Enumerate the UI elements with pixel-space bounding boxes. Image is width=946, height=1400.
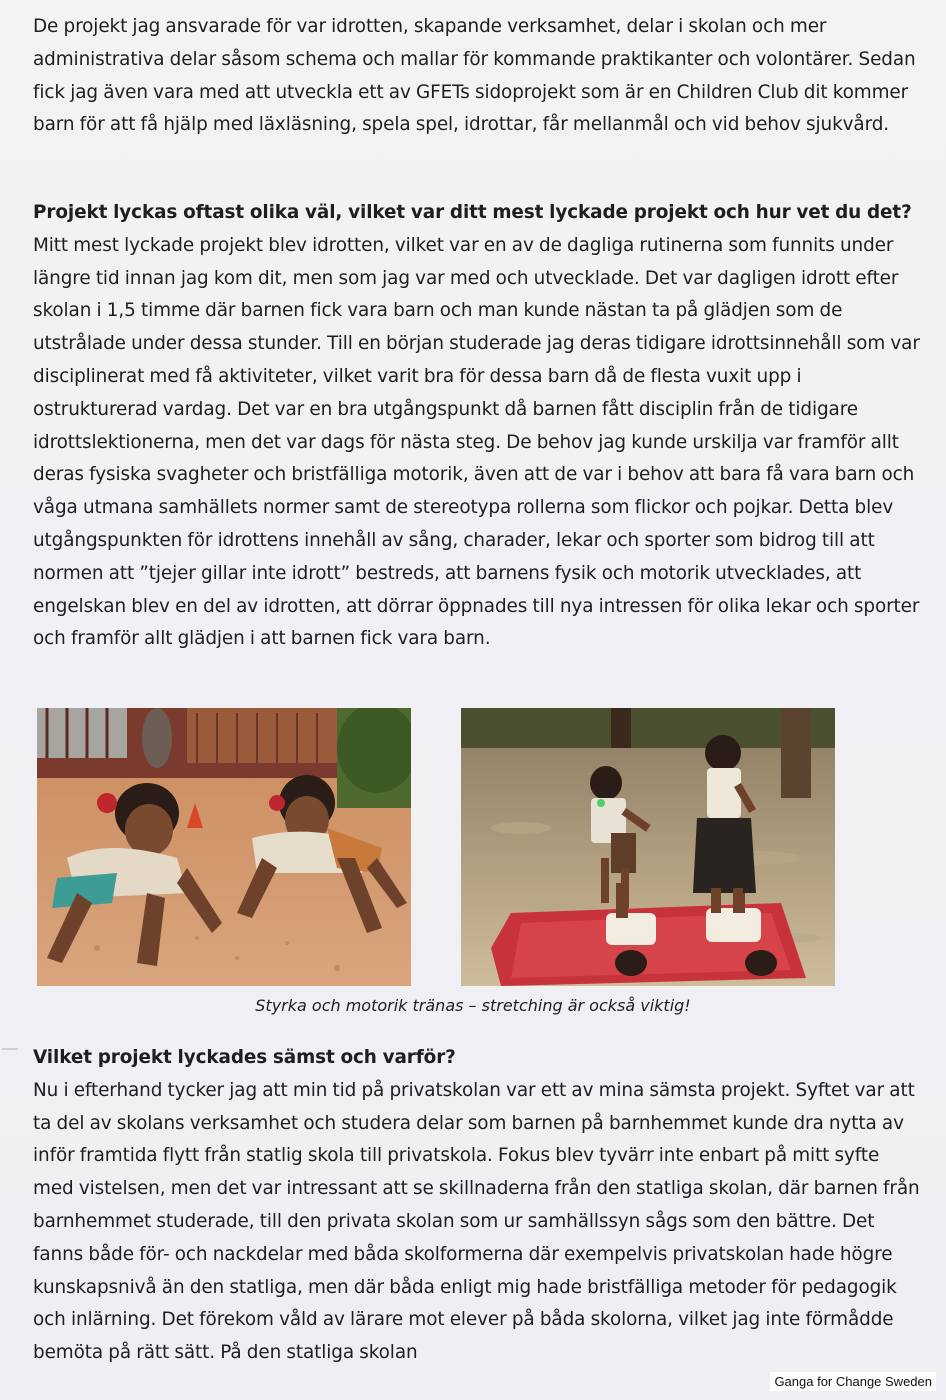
section-heading-most-successful: Projekt lyckas oftast olika väl, vilket var ditt mest lyckade projekt och hur vet du det? xyxy=(33,202,912,223)
paragraph-projects-text: De projekt jag ansvarade för var idrotten, skapande verksamhet, delar i skolan och mer administrativa delar såsom schema och mallar för kommande praktikanter och volontärer. Sedan fick jag även vara med att utveckla ett av GFETs sidoprojekt som är en Children Club dit kommer barn för att få hjälp med läxläsning, spela spel, idrottar, får mellanmål och vid behov sjukvård. xyxy=(33,16,916,136)
section-text-least-successful: Nu i efterhand tycker jag att min tid på privatskolan var ett av mina sämsta projekt. Syftet var att ta del av skolans verksamhet och studera delar som barnen på barnhemmet kunde dra nytta av inför framtida flytt från statlig skola till privatskola. Fokus blev tyvärr inte enbart på mitt syfte med vistelsen, men det var intressant att se skillnaderna från den statliga skolan, där barnen från barnhemmet studerade, till den privata skolan som ur samhällssyn sågs som den bättre. Det fanns både för- och nackdelar med båda skolformerna där exempelvis privatskolan hade högre kunskapsnivå än den statliga, men där båda enligt mig hade bristfälliga metoder för pedagogik och inlärning. Det förekom våld av lärare mot elever på båda skolorna, vilket jag inte förmådde bemöta på rätt sätt. På den statliga skolan xyxy=(33,1079,920,1364)
photo-children-stretching xyxy=(461,708,835,986)
section-least-successful xyxy=(33,1042,923,1370)
section-text-most-successful: Mitt mest lyckade projekt blev idrotten, vilket var en av de dagliga rutinerna som funnits under längre tid innan jag kom dit, men som jag var med och utvecklade. Det var dagligen idrott efter skolan i 1,5 timme där barnen fick vara barn och man kunde nästan ta på glädjen som de utstrålade under dessa stunder. Till en början studerade jag deras tidigare idrottsinnehåll som var disciplinerat med få aktiviteter, vilket varit bra för dessa barn då de flesta vuxit upp i ostrukturerad vardag. Det var en bra utgångspunkt då barnen fått disciplin från de tidigare idrottslektionerna, men det var dags för nästa steg. De behov jag kunde urskilja var framför allt deras fysiska svagheter och bristfälliga motorik, även att de var i behov att bara få vara barn och våga utmana samhällets normer samt de stereotypa rollerna som flickor och pojkar. Detta blev utgångspunkten för idrottens innehåll av sång, charader, lekar och sporter som bidrog till att normen att ”tjejer gillar inte idrott” bestreds, att barnens fysik och motorik utvecklades, att engelskan blev en del av idrotten, att dörrar öppnades till nya intressen för olika lekar och sporter och framför allt glädjen i att barnen fick vara barn. xyxy=(33,234,920,650)
scan-artifact xyxy=(2,1048,18,1050)
section-most-successful xyxy=(33,197,923,656)
paragraph-projects xyxy=(33,11,923,142)
photo-girls-crouching xyxy=(37,708,411,986)
photo-caption: Styrka och motorik tränas – stretching är också viktig! xyxy=(255,996,691,1015)
section-heading-least-successful: Vilket projekt lyckades sämst och varför? xyxy=(33,1047,456,1068)
footer-organization-label: Ganga for Change Sweden xyxy=(770,1372,936,1391)
